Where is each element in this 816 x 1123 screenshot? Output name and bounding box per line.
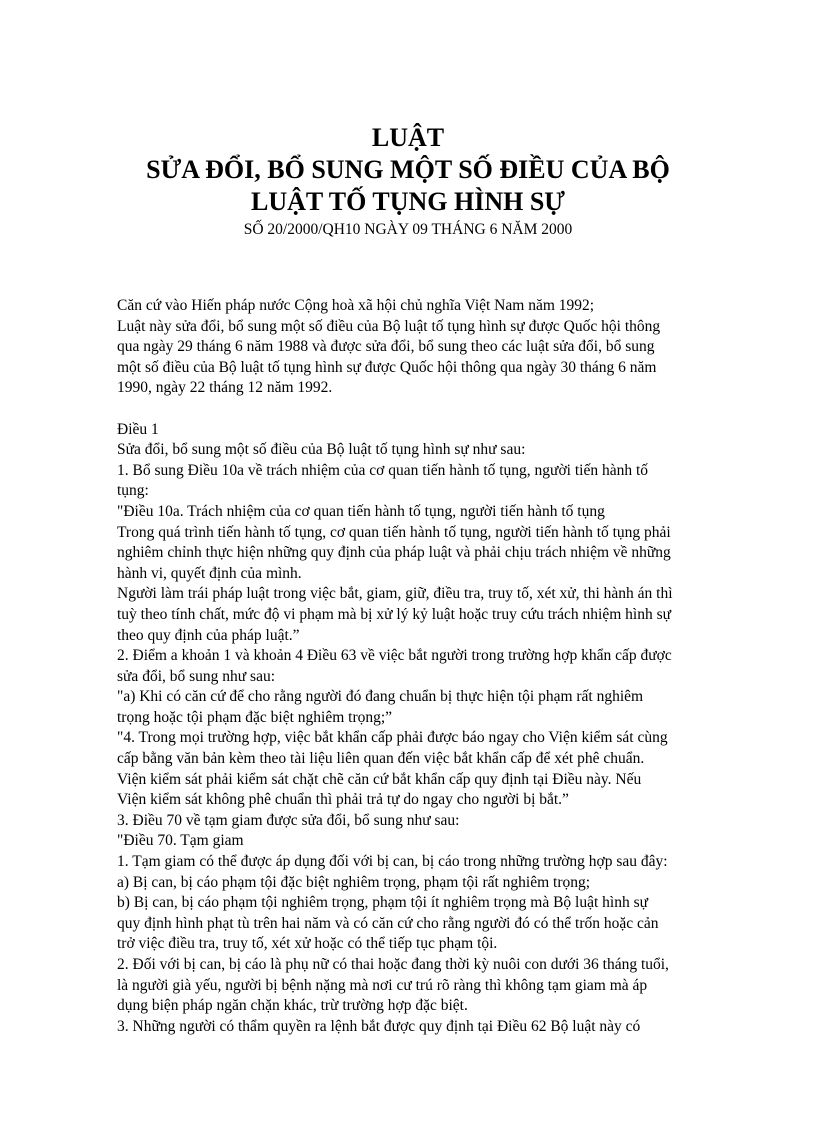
body-line: Sửa đổi, bổ sung một số điều của Bộ luật tố tụng hình sự như sau: xyxy=(117,441,526,459)
body-line: "4. Trong mọi trường hợp, việc bắt khẩn cấp phải được báo ngay cho Viện kiểm sát cùng xyxy=(117,729,668,747)
body-line: a) Bị can, bị cáo phạm tội đặc biệt nghiêm trọng, phạm tội rất nghiêm trọng; xyxy=(117,873,591,891)
preamble xyxy=(117,296,717,399)
preamble-line: 1990, ngày 22 tháng 12 năm 1992. xyxy=(117,379,333,397)
preamble-line: một số điều của Bộ luật tố tụng hình sự được Quốc hội thông qua ngày 30 tháng 6 năm xyxy=(117,358,657,376)
body-line: "Điều 70. Tạm giam xyxy=(117,832,244,850)
body-line: tụng: xyxy=(117,482,149,500)
paragraph-gap xyxy=(117,399,717,420)
body-text xyxy=(117,296,717,1037)
body-line: "a) Khi có căn cứ để cho rằng người đó đang chuẩn bị thực hiện tội phạm rất nghiêm xyxy=(117,688,644,706)
document-subtitle: SỐ 20/2000/QH10 NGÀY 09 THÁNG 6 NĂM 2000 xyxy=(243,221,573,238)
preamble-line: qua ngày 29 tháng 6 năm 1988 và được sửa đổi, bổ sung theo các luật sửa đổi, bổ sung xyxy=(117,338,655,356)
body-line: b) Bị can, bị cáo phạm tội nghiêm trọng, phạm tội ít nghiêm trọng mà Bộ luật hình sự xyxy=(117,894,649,912)
title-line-3: LUẬT TỐ TỤNG HÌNH SỰ xyxy=(250,187,565,216)
body-line: 2. Điểm a khoản 1 và khoản 4 Điều 63 về việc bắt người trong trường hợp khẩn cấp được xyxy=(117,647,672,665)
preamble-line: Luật này sửa đổi, bổ sung một số điều của Bộ luật tố tụng hình sự được Quốc hội thông xyxy=(117,317,661,335)
body-line: 3. Điều 70 về tạm giam được sửa đổi, bổ sung như sau: xyxy=(117,811,460,829)
preamble-line: Căn cứ vào Hiến pháp nước Cộng hoà xã hội chủ nghĩa Việt Nam năm 1992; xyxy=(117,297,595,314)
body-line: theo quy định của pháp luật.” xyxy=(117,626,300,644)
body-line: Viện kiểm sát không phê chuẩn thì phải trả tự do ngay cho người bị bắt.” xyxy=(117,791,569,809)
body-line: sửa đổi, bổ sung như sau: xyxy=(117,667,276,685)
title-line-1: LUẬT xyxy=(371,123,445,152)
body-line: trọng hoặc tội phạm đặc biệt nghiêm trọng;” xyxy=(117,708,393,726)
article-heading: Điều 1 xyxy=(117,420,159,438)
body-line: hành vi, quyết định của mình. xyxy=(117,564,302,582)
body-line: "Điều 10a. Trách nhiệm của cơ quan tiến hành tố tụng, người tiến hành tố tụng xyxy=(117,502,605,520)
body-line: là người già yếu, người bị bệnh nặng mà nơi cư trú rõ ràng thì không tạm giam mà áp xyxy=(117,976,648,994)
body-line: 1. Tạm giam có thể được áp dụng đối với bị can, bị cáo trong những trường hợp sau đây: xyxy=(117,853,668,871)
body-line: Viện kiểm sát phải kiểm sát chặt chẽ căn cứ bắt khẩn cấp quy định tại Điều này. Nếu xyxy=(117,770,642,788)
body-line: Người làm trái pháp luật trong việc bắt, giam, giữ, điều tra, truy tố, xét xử, thi hành án thì xyxy=(117,585,673,603)
body-line: cấp bằng văn bản kèm theo tài liệu liên quan đến việc bắt khẩn cấp để xét phê chuẩn. xyxy=(117,750,645,768)
body-line: trở việc điều tra, truy tố, xét xử hoặc có thể tiếp tục phạm tội. xyxy=(117,935,498,953)
body-line: Trong quá trình tiến hành tố tụng, cơ quan tiến hành tố tụng, người tiến hành tố tụng phải xyxy=(117,523,671,541)
body-line: 3. Những người có thẩm quyền ra lệnh bắt được quy định tại Điều 62 Bộ luật này có xyxy=(117,1017,641,1035)
body-line: dụng biện pháp ngăn chặn khác, trừ trường hợp đặc biệt. xyxy=(117,997,468,1015)
title-line-2: SỬA ĐỔI, BỔ SUNG MỘT SỐ ĐIỀU CỦA BỘ xyxy=(146,155,670,184)
body-line: quy định hình phạt tù trên hai năm và có căn cứ cho rằng người đó có thể trốn hoặc cản xyxy=(117,914,659,932)
body-line: tuỳ theo tính chất, mức độ vi phạm mà bị xử lý kỷ luật hoặc truy cứu trách nhiệm hình sự xyxy=(117,605,672,623)
title-block xyxy=(0,122,816,240)
article-1 xyxy=(117,420,717,1038)
body-line: nghiêm chỉnh thực hiện những quy định của pháp luật và phải chịu trách nhiệm về những xyxy=(117,544,671,562)
body-line: 1. Bổ sung Điều 10a về trách nhiệm của cơ quan tiến hành tố tụng, người tiến hành tố xyxy=(117,461,649,479)
body-line: 2. Đối với bị can, bị cáo là phụ nữ có thai hoặc đang thời kỳ nuôi con dưới 36 tháng tuổi, xyxy=(117,956,669,973)
